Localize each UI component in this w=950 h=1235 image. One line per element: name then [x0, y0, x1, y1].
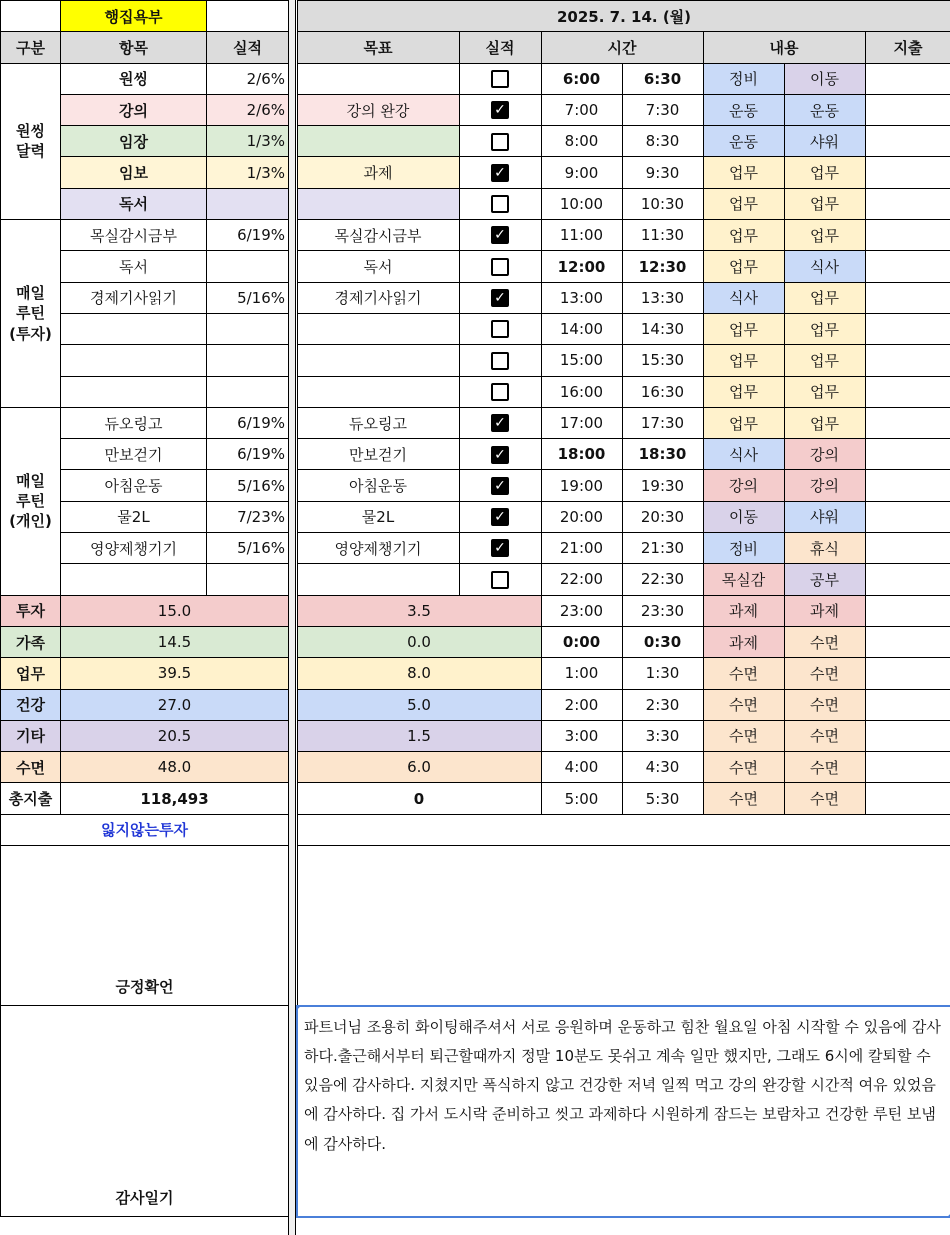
summary-value: 14.5 — [61, 626, 289, 657]
col-header-time: 시간 — [541, 32, 703, 63]
time-start: 8:00 — [541, 126, 622, 157]
goal-cell[interactable]: 물2L — [297, 501, 459, 532]
item-label — [61, 376, 207, 407]
checkbox-unchecked[interactable] — [491, 195, 509, 213]
checkbox-checked[interactable]: ✓ — [491, 164, 509, 182]
goal-checkbox-cell — [459, 188, 541, 219]
goal-checkbox-cell — [459, 94, 541, 125]
time-half: 7:30 — [622, 94, 703, 125]
activity-first[interactable]: 강의 — [703, 470, 784, 501]
activity-first[interactable]: 수면 — [703, 658, 784, 689]
goal-checkbox-cell — [459, 501, 541, 532]
activity-second[interactable]: 샤워 — [784, 126, 865, 157]
time-start: 9:00 — [541, 157, 622, 188]
activity-first[interactable]: 수면 — [703, 720, 784, 751]
item-value: 5/16% — [207, 533, 289, 564]
activity-second[interactable]: 수면 — [784, 720, 865, 751]
item-value: 5/16% — [207, 470, 289, 501]
goal-checkbox-cell — [459, 157, 541, 188]
goal-checkbox-cell — [459, 470, 541, 501]
goal-cell[interactable]: 목실감시금부 — [297, 220, 459, 251]
summary-value: 15.0 — [61, 595, 289, 626]
activity-first[interactable]: 식사 — [703, 282, 784, 313]
time-start: 10:00 — [541, 188, 622, 219]
time-half: 21:30 — [622, 533, 703, 564]
activity-second[interactable]: 수면 — [784, 626, 865, 657]
goal-checkbox-cell — [459, 345, 541, 376]
expense-cell[interactable] — [865, 658, 950, 689]
expense-cell[interactable] — [865, 752, 950, 783]
activity-second[interactable]: 과제 — [784, 595, 865, 626]
time-start: 6:00 — [541, 63, 622, 94]
summary-label: 수면 — [1, 752, 61, 783]
activity-second[interactable]: 업무 — [784, 282, 865, 313]
expense-cell[interactable] — [865, 376, 950, 407]
checkbox-checked[interactable]: ✓ — [491, 446, 509, 464]
activity-second[interactable]: 업무 — [784, 220, 865, 251]
time-start: 19:00 — [541, 470, 622, 501]
checkbox-unchecked[interactable] — [491, 70, 509, 88]
time-start: 15:00 — [541, 345, 622, 376]
checkbox-unchecked[interactable] — [491, 383, 509, 401]
checkbox-checked[interactable]: ✓ — [491, 508, 509, 526]
time-half: 14:30 — [622, 313, 703, 344]
goal-checkbox-cell — [459, 439, 541, 470]
item-value — [207, 251, 289, 282]
activity-first[interactable]: 업무 — [703, 313, 784, 344]
item-value: 6/19% — [207, 407, 289, 438]
category-label: 매일 루틴 (개인) — [1, 407, 61, 595]
item-label: 임장 — [61, 126, 207, 157]
activity-first[interactable]: 수면 — [703, 752, 784, 783]
item-label: 강의 — [61, 94, 207, 125]
time-start: 21:00 — [541, 533, 622, 564]
item-value — [207, 188, 289, 219]
expense-cell[interactable] — [865, 345, 950, 376]
expense-cell[interactable] — [865, 220, 950, 251]
summary-target: 0.0 — [297, 626, 541, 657]
checkbox-checked[interactable]: ✓ — [491, 414, 509, 432]
goal-cell[interactable] — [297, 376, 459, 407]
expense-cell[interactable] — [865, 470, 950, 501]
time-half: 5:30 — [622, 783, 703, 814]
time-half: 18:30 — [622, 439, 703, 470]
item-label: 경제기사읽기 — [61, 282, 207, 313]
activity-first[interactable]: 과제 — [703, 595, 784, 626]
goal-cell[interactable]: 과제 — [297, 157, 459, 188]
affirmation-area[interactable] — [297, 846, 950, 1006]
blank-cell — [297, 814, 950, 845]
checkbox-unchecked[interactable] — [491, 571, 509, 589]
left-table — [0, 0, 289, 1217]
summary-label: 업무 — [1, 658, 61, 689]
affirm-label: 긍정확언 — [1, 846, 289, 1006]
time-half: 8:30 — [622, 126, 703, 157]
item-label: 듀오링고 — [61, 407, 207, 438]
item-label — [61, 564, 207, 595]
expense-cell[interactable] — [865, 626, 950, 657]
activity-second[interactable]: 업무 — [784, 376, 865, 407]
activity-first[interactable]: 업무 — [703, 188, 784, 219]
checkbox-unchecked[interactable] — [491, 320, 509, 338]
time-start: 13:00 — [541, 282, 622, 313]
item-value: 2/6% — [207, 94, 289, 125]
activity-first[interactable]: 정비 — [703, 533, 784, 564]
time-half: 12:30 — [622, 251, 703, 282]
expense-cell[interactable] — [865, 595, 950, 626]
col-header: 항목 — [61, 32, 207, 63]
item-label: 임보 — [61, 157, 207, 188]
time-half: 10:30 — [622, 188, 703, 219]
activity-first[interactable]: 운동 — [703, 126, 784, 157]
time-start: 7:00 — [541, 94, 622, 125]
time-half: 13:30 — [622, 282, 703, 313]
goal-checkbox-cell — [459, 533, 541, 564]
item-value — [207, 313, 289, 344]
activity-first[interactable]: 업무 — [703, 220, 784, 251]
goal-checkbox-cell — [459, 126, 541, 157]
invest-link[interactable]: 잃지않는투자 — [1, 814, 289, 845]
summary-target: 8.0 — [297, 658, 541, 689]
gratitude-journal[interactable]: 파트너님 조용히 화이팅해주셔서 서로 응원하며 운동하고 힘찬 월요일 아침 시작할 수 있음에 감사하다.출근해서부터 퇴근할때까지 정말 10분도 못쉬고 계속 일만 했지만, 그래도 6시에 칼퇴할 수 있음에 감사하다. 지쳤지만 폭식하지 않고 건강한 저녁 일찍 먹고 강의 완강할 시간적 여유 있었음에 감사하다. 집 가서 도시락 준비하고 씻고 과제하다 시원하게 잠드는 보람차고 건강한 루틴 보냄에 감사하다. — [297, 1006, 950, 1217]
goal-cell[interactable]: 경제기사읽기 — [297, 282, 459, 313]
goal-cell[interactable]: 아침운동 — [297, 470, 459, 501]
activity-second[interactable]: 공부 — [784, 564, 865, 595]
time-half: 22:30 — [622, 564, 703, 595]
activity-second[interactable]: 휴식 — [784, 533, 865, 564]
col-header: 구분 — [1, 32, 61, 63]
activity-first[interactable]: 업무 — [703, 251, 784, 282]
item-label: 독서 — [61, 188, 207, 219]
time-start: 0:00 — [541, 626, 622, 657]
expense-cell[interactable] — [865, 533, 950, 564]
item-value: 6/19% — [207, 439, 289, 470]
expense-cell[interactable] — [865, 439, 950, 470]
activity-second[interactable]: 업무 — [784, 157, 865, 188]
expense-cell[interactable] — [865, 407, 950, 438]
time-start: 16:00 — [541, 376, 622, 407]
category-label: 매일 루틴 (투자) — [1, 220, 61, 408]
activity-first[interactable]: 운동 — [703, 94, 784, 125]
category-label: 원씽 달력 — [1, 63, 61, 219]
goal-cell[interactable]: 듀오링고 — [297, 407, 459, 438]
col-header: 실적 — [207, 32, 289, 63]
activity-first[interactable]: 이동 — [703, 501, 784, 532]
time-half: 11:30 — [622, 220, 703, 251]
checkbox-checked[interactable]: ✓ — [491, 539, 509, 557]
col-header-expense: 지출 — [865, 32, 950, 63]
total-target: 0 — [297, 783, 541, 814]
goal-checkbox-cell — [459, 220, 541, 251]
item-value: 1/3% — [207, 157, 289, 188]
activity-first[interactable]: 목실감 — [703, 564, 784, 595]
activity-first[interactable]: 업무 — [703, 157, 784, 188]
summary-value: 27.0 — [61, 689, 289, 720]
summary-value: 48.0 — [61, 752, 289, 783]
activity-second[interactable]: 운동 — [784, 94, 865, 125]
goal-cell[interactable]: 만보걷기 — [297, 439, 459, 470]
activity-first[interactable]: 업무 — [703, 345, 784, 376]
goal-cell[interactable] — [297, 345, 459, 376]
checkbox-checked[interactable]: ✓ — [491, 477, 509, 495]
item-value: 1/3% — [207, 126, 289, 157]
checkbox-unchecked[interactable] — [491, 258, 509, 276]
expense-cell[interactable] — [865, 783, 950, 814]
item-label: 원씽 — [61, 63, 207, 94]
activity-second[interactable]: 수면 — [784, 658, 865, 689]
time-half: 2:30 — [622, 689, 703, 720]
activity-first[interactable]: 과제 — [703, 626, 784, 657]
goal-cell[interactable]: 강의 완강 — [297, 94, 459, 125]
item-value — [207, 345, 289, 376]
summary-value: 20.5 — [61, 720, 289, 751]
item-label: 물2L — [61, 501, 207, 532]
goal-cell[interactable] — [297, 564, 459, 595]
expense-cell[interactable] — [865, 313, 950, 344]
summary-label: 기타 — [1, 720, 61, 751]
activity-second[interactable]: 업무 — [784, 407, 865, 438]
item-value: 5/16% — [207, 282, 289, 313]
summary-target: 5.0 — [297, 689, 541, 720]
right-table — [296, 0, 950, 1218]
item-value — [207, 564, 289, 595]
item-label — [61, 345, 207, 376]
sheet-divider — [288, 0, 296, 1235]
goal-checkbox-cell — [459, 282, 541, 313]
activity-second[interactable]: 식사 — [784, 251, 865, 282]
goal-cell[interactable] — [297, 126, 459, 157]
expense-cell[interactable] — [865, 564, 950, 595]
activity-first[interactable]: 식사 — [703, 439, 784, 470]
activity-second[interactable]: 업무 — [784, 188, 865, 219]
time-start: 23:00 — [541, 595, 622, 626]
activity-first[interactable]: 업무 — [703, 407, 784, 438]
time-start: 17:00 — [541, 407, 622, 438]
item-value — [207, 376, 289, 407]
item-label: 아침운동 — [61, 470, 207, 501]
goal-cell[interactable]: 독서 — [297, 251, 459, 282]
summary-label: 건강 — [1, 689, 61, 720]
item-label: 독서 — [61, 251, 207, 282]
goal-cell[interactable] — [297, 63, 459, 94]
total-label: 총지출 — [1, 783, 61, 814]
activity-first[interactable]: 업무 — [703, 376, 784, 407]
item-label: 목실감시금부 — [61, 220, 207, 251]
summary-label: 가족 — [1, 626, 61, 657]
item-value: 7/23% — [207, 501, 289, 532]
time-start: 4:00 — [541, 752, 622, 783]
time-half: 20:30 — [622, 501, 703, 532]
col-header-content: 내용 — [703, 32, 865, 63]
selection-handle[interactable] — [297, 1006, 300, 1009]
sheet-title: 행집욕부 — [61, 1, 207, 32]
goal-cell[interactable] — [297, 313, 459, 344]
time-start: 5:00 — [541, 783, 622, 814]
time-start: 1:00 — [541, 658, 622, 689]
item-value: 6/19% — [207, 220, 289, 251]
time-half: 9:30 — [622, 157, 703, 188]
expense-cell[interactable] — [865, 63, 950, 94]
time-half: 16:30 — [622, 376, 703, 407]
summary-target: 6.0 — [297, 752, 541, 783]
expense-cell[interactable] — [865, 689, 950, 720]
checkbox-unchecked[interactable] — [491, 133, 509, 151]
expense-cell[interactable] — [865, 126, 950, 157]
goal-cell[interactable]: 영양제챙기기 — [297, 533, 459, 564]
time-start: 3:00 — [541, 720, 622, 751]
goal-cell[interactable] — [297, 188, 459, 219]
activity-first[interactable]: 수면 — [703, 783, 784, 814]
total-value: 118,493 — [61, 783, 289, 814]
activity-first[interactable]: 정비 — [703, 63, 784, 94]
expense-cell[interactable] — [865, 282, 950, 313]
col-header-goal: 목표 — [297, 32, 459, 63]
goal-checkbox-cell — [459, 407, 541, 438]
checkbox-checked[interactable]: ✓ — [491, 226, 509, 244]
activity-second[interactable]: 업무 — [784, 313, 865, 344]
summary-label: 투자 — [1, 595, 61, 626]
time-start: 12:00 — [541, 251, 622, 282]
activity-first[interactable]: 수면 — [703, 689, 784, 720]
checkbox-checked[interactable]: ✓ — [491, 101, 509, 119]
time-start: 22:00 — [541, 564, 622, 595]
goal-checkbox-cell — [459, 63, 541, 94]
expense-cell[interactable] — [865, 157, 950, 188]
time-half: 1:30 — [622, 658, 703, 689]
summary-target: 3.5 — [297, 595, 541, 626]
checkbox-checked[interactable]: ✓ — [491, 289, 509, 307]
time-start: 2:00 — [541, 689, 622, 720]
activity-second[interactable]: 강의 — [784, 470, 865, 501]
activity-second[interactable]: 강의 — [784, 439, 865, 470]
activity-second[interactable]: 수면 — [784, 783, 865, 814]
expense-cell[interactable] — [865, 501, 950, 532]
time-half: 3:30 — [622, 720, 703, 751]
time-start: 14:00 — [541, 313, 622, 344]
expense-cell[interactable] — [865, 720, 950, 751]
item-label: 만보걷기 — [61, 439, 207, 470]
time-half: 6:30 — [622, 63, 703, 94]
activity-second[interactable]: 샤워 — [784, 501, 865, 532]
time-half: 4:30 — [622, 752, 703, 783]
time-start: 11:00 — [541, 220, 622, 251]
activity-second[interactable]: 수면 — [784, 689, 865, 720]
activity-second[interactable]: 수면 — [784, 752, 865, 783]
goal-checkbox-cell — [459, 251, 541, 282]
goal-checkbox-cell — [459, 376, 541, 407]
time-start: 18:00 — [541, 439, 622, 470]
expense-cell[interactable] — [865, 251, 950, 282]
summary-target: 1.5 — [297, 720, 541, 751]
checkbox-unchecked[interactable] — [491, 352, 509, 370]
item-value: 2/6% — [207, 63, 289, 94]
activity-second[interactable]: 업무 — [784, 345, 865, 376]
item-label: 영양제챙기기 — [61, 533, 207, 564]
expense-cell[interactable] — [865, 94, 950, 125]
goal-checkbox-cell — [459, 313, 541, 344]
time-half: 17:30 — [622, 407, 703, 438]
col-header-result: 실적 — [459, 32, 541, 63]
activity-second[interactable]: 이동 — [784, 63, 865, 94]
time-half: 15:30 — [622, 345, 703, 376]
time-half: 19:30 — [622, 470, 703, 501]
time-half: 0:30 — [622, 626, 703, 657]
summary-value: 39.5 — [61, 658, 289, 689]
item-label — [61, 313, 207, 344]
time-half: 23:30 — [622, 595, 703, 626]
goal-checkbox-cell — [459, 564, 541, 595]
gratitude-label: 감사일기 — [1, 1006, 289, 1217]
time-start: 20:00 — [541, 501, 622, 532]
date-header: 2025. 7. 14. (월) — [297, 1, 950, 32]
expense-cell[interactable] — [865, 188, 950, 219]
